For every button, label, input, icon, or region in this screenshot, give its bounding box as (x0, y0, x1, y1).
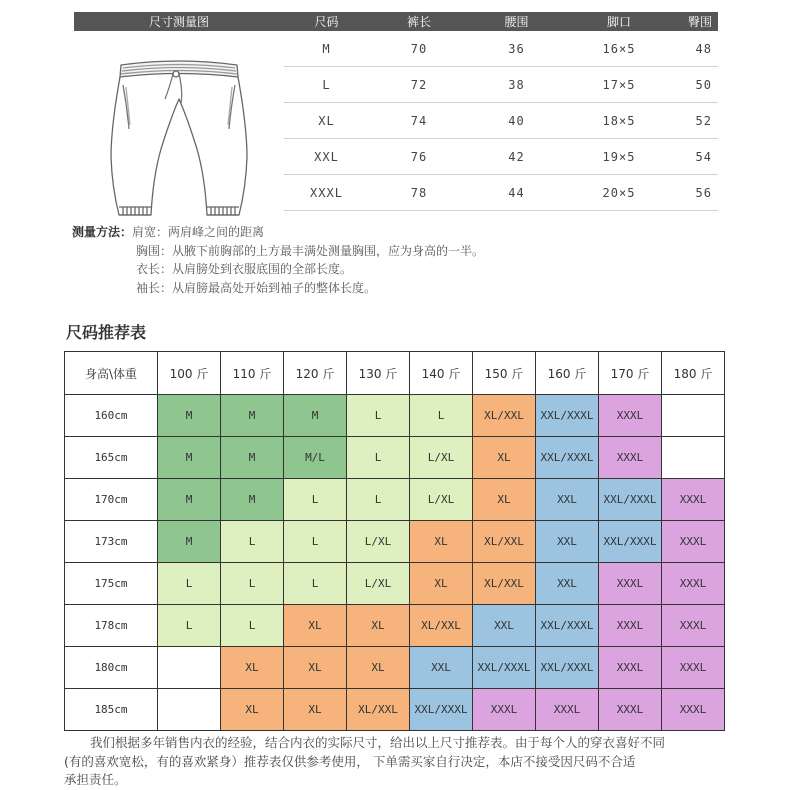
size-cell: XL (221, 647, 284, 689)
table-cell: M (322, 41, 331, 56)
size-cell: M (221, 479, 284, 521)
size-cell: XXL/XXXL (410, 689, 473, 731)
size-cell: L (347, 479, 410, 521)
table-row (65, 479, 725, 521)
size-cell: XL (473, 437, 536, 479)
table-row (65, 647, 725, 689)
table-cell: 36 (508, 41, 525, 56)
size-cell: M (158, 437, 221, 479)
size-cell: XXL (410, 647, 473, 689)
size-cell: XXL (536, 563, 599, 605)
size-cell: XL (221, 689, 284, 731)
table-cell: XXXL (310, 185, 343, 200)
size-cell: XXL/XXXL (599, 521, 662, 563)
table-cell: 48 (695, 41, 712, 56)
size-cell: M (221, 437, 284, 479)
header-weight: 160 斤 (536, 352, 599, 395)
size-cell: XL/XXL (347, 689, 410, 731)
size-cell: L (284, 521, 347, 563)
size-cell: XXXL (599, 563, 662, 605)
table-cell: 76 (410, 149, 428, 164)
height-label: 180cm (65, 647, 158, 689)
size-cell: XXL/XXXL (536, 647, 599, 689)
table-row (65, 521, 725, 563)
header-weight: 100 斤 (158, 352, 221, 395)
table-cell: 40 (508, 113, 525, 128)
size-cell (662, 437, 725, 479)
size-cell: XXL/XXXL (536, 605, 599, 647)
size-cell: L (158, 605, 221, 647)
height-label: 185cm (65, 689, 158, 731)
size-cell: XL (410, 521, 473, 563)
size-cell: XXXL (599, 647, 662, 689)
size-cell: L (284, 563, 347, 605)
size-cell: XL (284, 605, 347, 647)
table-cell: L (322, 77, 331, 92)
size-measurement-table (74, 12, 718, 227)
table-row (65, 563, 725, 605)
table-cell: XL (318, 113, 335, 128)
method-line-sleeve: 袖长：从肩膀最高处开始到袖子的整体长度。 (136, 280, 377, 295)
size-rows (284, 31, 718, 211)
height-label: 165cm (65, 437, 158, 479)
size-cell: XXL/XXXL (473, 647, 536, 689)
table-row (65, 395, 725, 437)
footer-line-1: 我们根据多年销售内衣的经验，结合内衣的实际尺寸，给出以上尺寸推荐表。由于每个人的穿衣喜好不同 (90, 735, 666, 750)
size-cell: XXXL (662, 647, 725, 689)
table-cell: 72 (410, 77, 428, 92)
table-row (284, 31, 718, 67)
height-label: 173cm (65, 521, 158, 563)
size-cell: L/XL (347, 563, 410, 605)
table-row (284, 175, 718, 211)
table-row (284, 139, 718, 175)
table-cell: 74 (410, 113, 428, 128)
size-cell: XL/XXL (473, 395, 536, 437)
header-weight: 130 斤 (347, 352, 410, 395)
header-length: 裤长 (406, 15, 431, 29)
size-cell: XXXL (599, 689, 662, 731)
header-weight: 150 斤 (473, 352, 536, 395)
measurement-method (72, 223, 484, 297)
size-cell: XXXL (599, 437, 662, 479)
table-cell: 56 (695, 185, 712, 200)
size-cell: XXL (536, 479, 599, 521)
table-row (284, 67, 718, 103)
size-cell: M (284, 395, 347, 437)
size-cell: L/XL (347, 521, 410, 563)
header-weight: 180 斤 (662, 352, 725, 395)
header-height-weight: 身高\体重 (65, 352, 158, 395)
header-weight: 170 斤 (599, 352, 662, 395)
size-cell: L (221, 521, 284, 563)
size-cell: XL/XXL (473, 563, 536, 605)
size-recommend-table (64, 351, 725, 731)
size-cell: XL (347, 605, 410, 647)
header-weight: 120 斤 (284, 352, 347, 395)
table-cell: 54 (695, 149, 712, 164)
header-weight: 140 斤 (410, 352, 473, 395)
size-cell: M (158, 479, 221, 521)
size-cell: L (221, 563, 284, 605)
recommend-header-row (65, 352, 725, 395)
size-cell: XL (473, 479, 536, 521)
size-cell: XL/XXL (473, 521, 536, 563)
size-cell: L (221, 605, 284, 647)
size-cell (158, 689, 221, 731)
size-cell: L (284, 479, 347, 521)
method-line-length: 衣长：从肩膀处到衣服底围的全部长度。 (136, 262, 353, 276)
size-cell: L/XL (410, 437, 473, 479)
table-row (65, 437, 725, 479)
table-cell: 52 (695, 113, 712, 128)
size-cell: XXXL (599, 395, 662, 437)
table-cell: 50 (695, 77, 712, 92)
table-cell: 20×5 (602, 185, 636, 200)
size-cell: XXL/XXXL (536, 437, 599, 479)
size-cell: L (158, 563, 221, 605)
size-cell: M/L (284, 437, 347, 479)
size-cell: XXXL (662, 605, 725, 647)
table-cell: 42 (508, 149, 525, 164)
size-cell (158, 647, 221, 689)
height-label: 170cm (65, 479, 158, 521)
size-table-header (74, 12, 718, 31)
method-label: 测量方法： (72, 225, 133, 239)
size-cell: XL (284, 647, 347, 689)
size-cell: XXXL (599, 605, 662, 647)
size-cell: L (410, 395, 473, 437)
header-diagram: 尺寸测量图 (148, 15, 209, 29)
size-cell: XXXL (662, 521, 725, 563)
table-cell: 18×5 (602, 113, 636, 128)
size-cell: XXL (536, 521, 599, 563)
method-line-chest: 胸围：从腋下前胸部的上方最丰满处测量胸围，应为身高的一半。 (136, 243, 485, 258)
size-cell: XXXL (536, 689, 599, 731)
header-waist: 腰围 (504, 15, 529, 29)
method-line-shoulder: 肩宽：两肩峰之间的距离 (132, 225, 265, 239)
size-cell: XL (410, 563, 473, 605)
size-cell: M (158, 395, 221, 437)
size-cell (662, 395, 725, 437)
height-label: 175cm (65, 563, 158, 605)
size-cell: XXXL (662, 563, 725, 605)
table-cell: 17×5 (602, 77, 636, 92)
height-label: 160cm (65, 395, 158, 437)
table-cell: 44 (508, 185, 525, 200)
size-cell: XXXL (662, 479, 725, 521)
size-cell: L (347, 395, 410, 437)
table-cell: 70 (410, 41, 428, 56)
table-row (284, 103, 718, 139)
size-cell: L/XL (410, 479, 473, 521)
footer-note (64, 734, 736, 790)
size-cell: XL/XXL (410, 605, 473, 647)
table-row (65, 689, 725, 731)
header-cuff: 脚口 (606, 15, 631, 29)
size-cell: L (347, 437, 410, 479)
table-row (65, 605, 725, 647)
header-weight: 110 斤 (221, 352, 284, 395)
size-cell: XL (347, 647, 410, 689)
table-cell: 16×5 (602, 41, 636, 56)
table-cell: XXL (314, 149, 339, 164)
size-cell: XXXL (662, 689, 725, 731)
size-cell: XL (284, 689, 347, 731)
footer-line-3: 承担责任。 (64, 772, 127, 787)
table-cell: 19×5 (602, 149, 636, 164)
size-cell: M (158, 521, 221, 563)
recommend-title: 尺码推荐表 (66, 323, 147, 342)
header-hip: 臀围 (687, 15, 712, 29)
header-size: 尺码 (314, 15, 339, 29)
size-cell: XXL/XXXL (599, 479, 662, 521)
table-cell: 38 (508, 77, 525, 92)
size-cell: XXL/XXXL (536, 395, 599, 437)
size-cell: XXL (473, 605, 536, 647)
size-cell: XXXL (473, 689, 536, 731)
table-cell: 78 (410, 185, 428, 200)
footer-line-2: (有的喜欢宽松，有的喜欢紧身）推荐表仅供参考使用， 下单需买家自行决定，本店不接受因尺码不合适 (64, 753, 636, 769)
height-label: 178cm (65, 605, 158, 647)
pants-illustration (99, 37, 259, 227)
size-cell: M (221, 395, 284, 437)
